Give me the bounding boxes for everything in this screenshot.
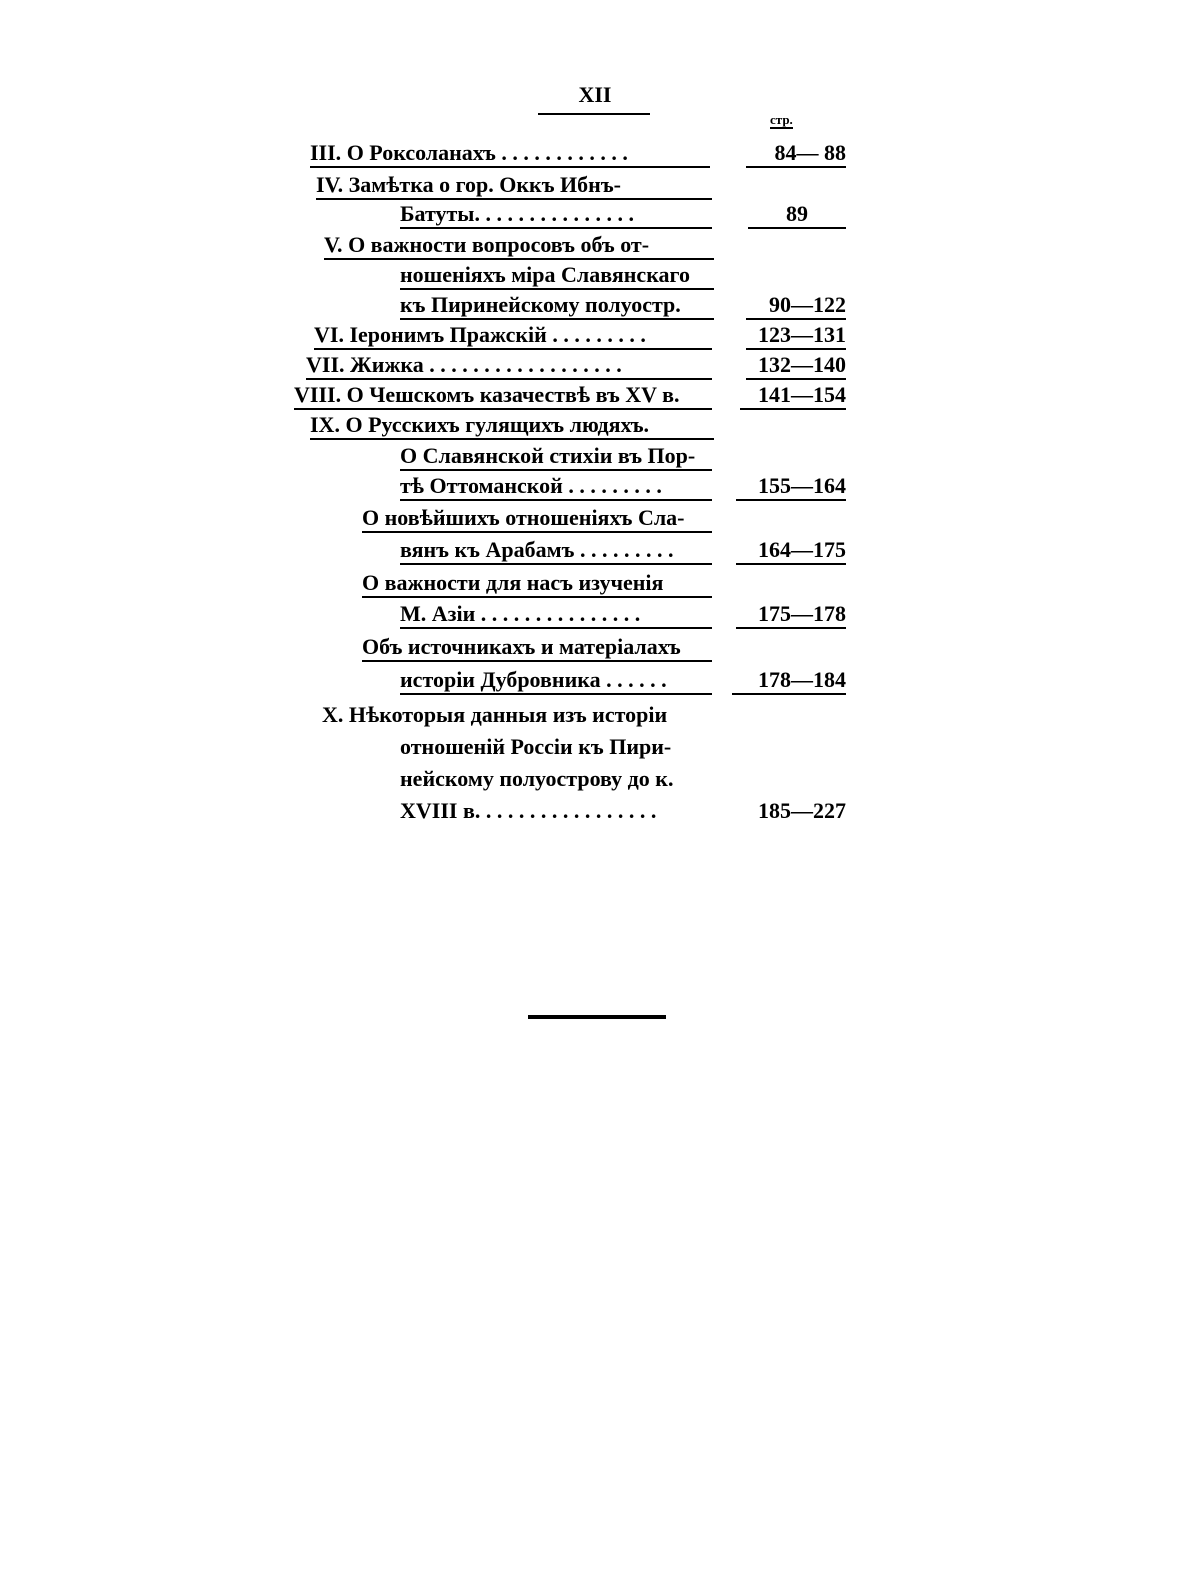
page-range: 84— 88	[746, 140, 846, 168]
toc-subentry-cont	[400, 601, 712, 629]
entry-title-line: XVIII в.	[400, 798, 481, 823]
entry-title-line: вянъ къ Арабамъ	[400, 537, 575, 562]
leader-dots: . . . . . . . . . . . . . . .	[474, 201, 634, 226]
leader-dots: . . . . . . . . .	[574, 537, 674, 562]
page-range: 132—140	[746, 352, 846, 380]
roman-numeral: III.	[310, 140, 342, 165]
closing-rule	[528, 1015, 666, 1019]
leader-dots: . . . . . . . . .	[562, 473, 662, 498]
page-range: 90—122	[746, 292, 846, 320]
roman-numeral: VII.	[306, 352, 345, 377]
toc-entry-viii	[294, 382, 712, 410]
toc-entry-vii	[306, 352, 712, 380]
entry-title-line: Нѣкоторыя данныя изъ исторіи	[348, 702, 668, 727]
toc-entry-v-cont	[400, 292, 714, 320]
entry-title-line: О важности для насъ изученія	[362, 570, 664, 595]
entry-title-line: Объ источникахъ и матеріалахъ	[362, 634, 681, 659]
toc-entry-x-cont	[400, 766, 714, 792]
toc-subentry-cont	[400, 473, 712, 501]
toc-entry-v-cont	[400, 262, 714, 290]
roman-numeral: IV.	[316, 172, 344, 197]
entry-title-line: О важности вопросовъ объ от-	[348, 232, 650, 257]
roman-numeral: VIII.	[294, 382, 342, 407]
entry-title-line: тѣ Оттоманской	[400, 473, 563, 498]
page-range: 178—184	[732, 667, 846, 695]
roman-numeral: IX.	[310, 412, 340, 437]
entry-title-line: М. Азіи	[400, 601, 476, 626]
leader-dots: . . . . . .	[600, 667, 667, 692]
entry-title-line: къ Пиринейскому полуостр.	[400, 292, 681, 317]
leader-dots: . . . . . . . . .	[546, 322, 646, 347]
page-range: 155—164	[736, 473, 846, 501]
roman-numeral: VI.	[314, 322, 344, 347]
toc-entry-ix	[310, 412, 714, 440]
page-number: XII	[578, 82, 612, 107]
toc-subentry	[400, 443, 712, 471]
entry-title: О Роксоланахъ	[346, 140, 496, 165]
entry-title: Жижка	[350, 352, 424, 377]
entry-title: О Русскихъ гулящихъ людяхъ.	[345, 412, 650, 437]
toc-entry-iv	[316, 172, 712, 200]
page-range: 123—131	[746, 322, 846, 350]
toc-subentry	[362, 570, 712, 598]
entry-title-line: О Славянской стихіи въ Пор-	[400, 443, 696, 468]
entry-title-line: Замѣтка о гор. Оккъ Ибнъ-	[348, 172, 621, 197]
toc-entry-iii	[310, 140, 710, 168]
pages-column-label: стр.	[770, 112, 793, 127]
roman-numeral: X.	[322, 702, 344, 727]
toc-entry-x-cont	[400, 734, 714, 760]
leader-dots: . . . . . . . . . . . . . . .	[475, 601, 641, 626]
toc-subentry	[362, 634, 712, 662]
leader-dots: . . . . . . . . . . . . . . . .	[480, 798, 657, 823]
toc-subentry-cont	[400, 537, 712, 565]
entry-title-line: Батуты	[400, 201, 475, 226]
entry-title: Іеронимъ Пражскій	[349, 322, 547, 347]
leader-dots: . . . . . . . . . . . . . . . . . .	[423, 352, 622, 377]
entry-title-line: О новѣйшихъ отношеніяхъ Сла-	[362, 505, 685, 530]
toc-entry-x-cont	[400, 798, 714, 824]
page-range: 164—175	[736, 537, 846, 565]
page-range: 141—154	[740, 382, 846, 410]
toc-subentry-cont	[400, 667, 712, 695]
page-range: 175—178	[736, 601, 846, 629]
roman-numeral: V.	[324, 232, 343, 257]
entry-title-line: ношеніяхъ міра Славянскаго	[400, 262, 690, 287]
entry-title-line: отношеній Россіи къ Пири-	[400, 734, 672, 759]
page-range: 185—227	[758, 798, 846, 823]
header-rule	[538, 113, 650, 115]
entry-title: О Чешскомъ казачествѣ въ XV в.	[346, 382, 680, 407]
toc-entry-vi	[314, 322, 712, 350]
leader-dots: . . . . . . . . . . . .	[495, 140, 628, 165]
page-range: 89	[748, 201, 846, 229]
toc-entry-v	[324, 232, 714, 260]
toc-subentry	[362, 505, 712, 533]
entry-title-line: исторіи Дубровника	[400, 667, 601, 692]
toc-entry-x	[322, 702, 714, 728]
entry-title-line: нейскому полуострову до к.	[400, 766, 674, 791]
toc-entry-iv-cont	[400, 201, 712, 229]
